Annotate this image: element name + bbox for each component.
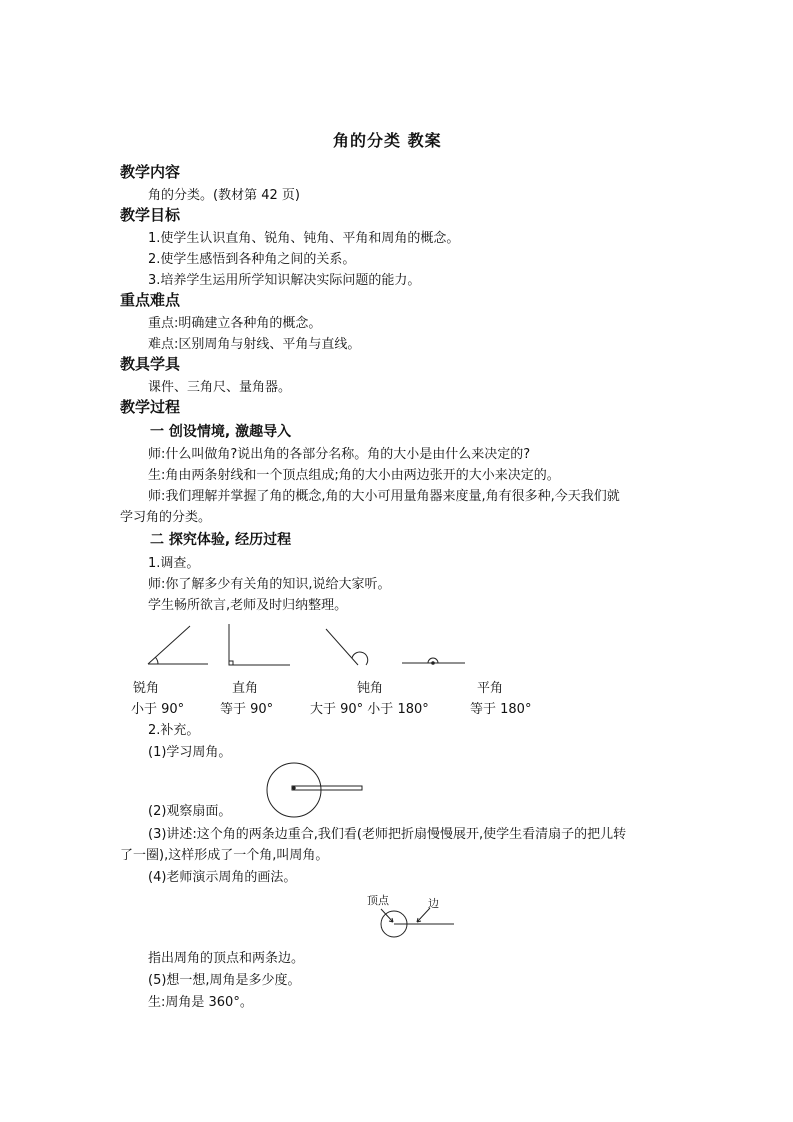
vertex-label: 顶点 [367, 894, 389, 907]
explain-line-1: (3)讲述:这个角的两条边重合,我们看(老师把折扇慢慢展开,使学生看清扇子的把儿转 [148, 827, 627, 842]
angle-desc-acute: 小于 90° [131, 702, 185, 717]
keypoint-line-2: 难点:区别周角与射线、平角与直线。 [148, 337, 361, 352]
angle-desc-obtuse: 大于 90° 小于 180° [310, 702, 429, 717]
keypoint-line-1: 重点:明确建立各种角的概念。 [148, 316, 322, 331]
part2-line-3: 学生畅所欲言,老师及时归纳整理。 [148, 598, 348, 613]
observe-fan-line: (2)观察扇面。 [148, 804, 232, 819]
right-angle-figure [229, 624, 290, 665]
goal-line-3: 3.培养学生运用所学知识解决实际问题的能力。 [148, 273, 421, 288]
heading-keypoints: 重点难点 [120, 291, 181, 309]
point-out-line: 指出周角的顶点和两条边。 [148, 951, 305, 966]
part2-line-1: 1.调查。 [148, 556, 200, 571]
heading-goals: 教学目标 [120, 206, 181, 224]
part1-line-2: 生:角由两条射线和一个顶点组成;角的大小由两边张开的大小来决定的。 [148, 468, 560, 483]
part2-heading: 二 探究体验, 经历过程 [150, 532, 292, 548]
side-label: 边 [428, 897, 439, 910]
full-angle-fan-figure [267, 763, 362, 817]
part1-line-1: 师:什么叫做角?说出角的各部分名称。角的大小是由什么来决定的? [148, 447, 531, 462]
part2-line-2: 师:你了解多少有关角的知识,说给大家听。 [148, 577, 391, 592]
page-title: 角的分类 教案 [333, 131, 442, 150]
acute-angle-figure [148, 626, 208, 664]
obtuse-angle-figure [326, 629, 368, 665]
straight-angle-figure [402, 658, 465, 664]
part1-line-4: 学习角的分类。 [120, 510, 212, 525]
demo-line: (4)老师演示周角的画法。 [148, 870, 297, 885]
angle-label-right: 直角 [232, 681, 259, 696]
part1-heading: 一 创设情境, 激趣导入 [150, 424, 292, 440]
answer-line: 生:周角是 360°。 [148, 995, 253, 1010]
supplement-line: 2.补充。 [148, 723, 200, 738]
think-line: (5)想一想,周角是多少度。 [148, 973, 301, 988]
angle-label-straight: 平角 [477, 681, 504, 696]
learn-full-angle-line: (1)学习周角。 [148, 745, 232, 760]
explain-line-2: 了一圈),这样形成了一个角,叫周角。 [120, 848, 329, 863]
content-line: 角的分类。(教材第 42 页) [148, 188, 300, 203]
angle-label-acute: 锐角 [133, 681, 160, 696]
goal-line-2: 2.使学生感悟到各种角之间的关系。 [148, 252, 356, 267]
part1-line-3: 师:我们理解并掌握了角的概念,角的大小可用量角器来度量,角有很多种,今天我们就 [148, 489, 620, 504]
angle-label-obtuse: 钝角 [357, 681, 384, 696]
heading-tools: 教具学具 [120, 355, 181, 373]
tools-line: 课件、三角尺、量角器。 [148, 380, 292, 395]
full-angle-drawing-figure [381, 908, 454, 937]
angle-desc-right: 等于 90° [220, 702, 274, 717]
heading-content: 教学内容 [120, 163, 181, 181]
goal-line-1: 1.使学生认识直角、锐角、钝角、平角和周角的概念。 [148, 231, 460, 246]
heading-process: 教学过程 [120, 398, 181, 416]
angle-desc-straight: 等于 180° [470, 702, 532, 717]
